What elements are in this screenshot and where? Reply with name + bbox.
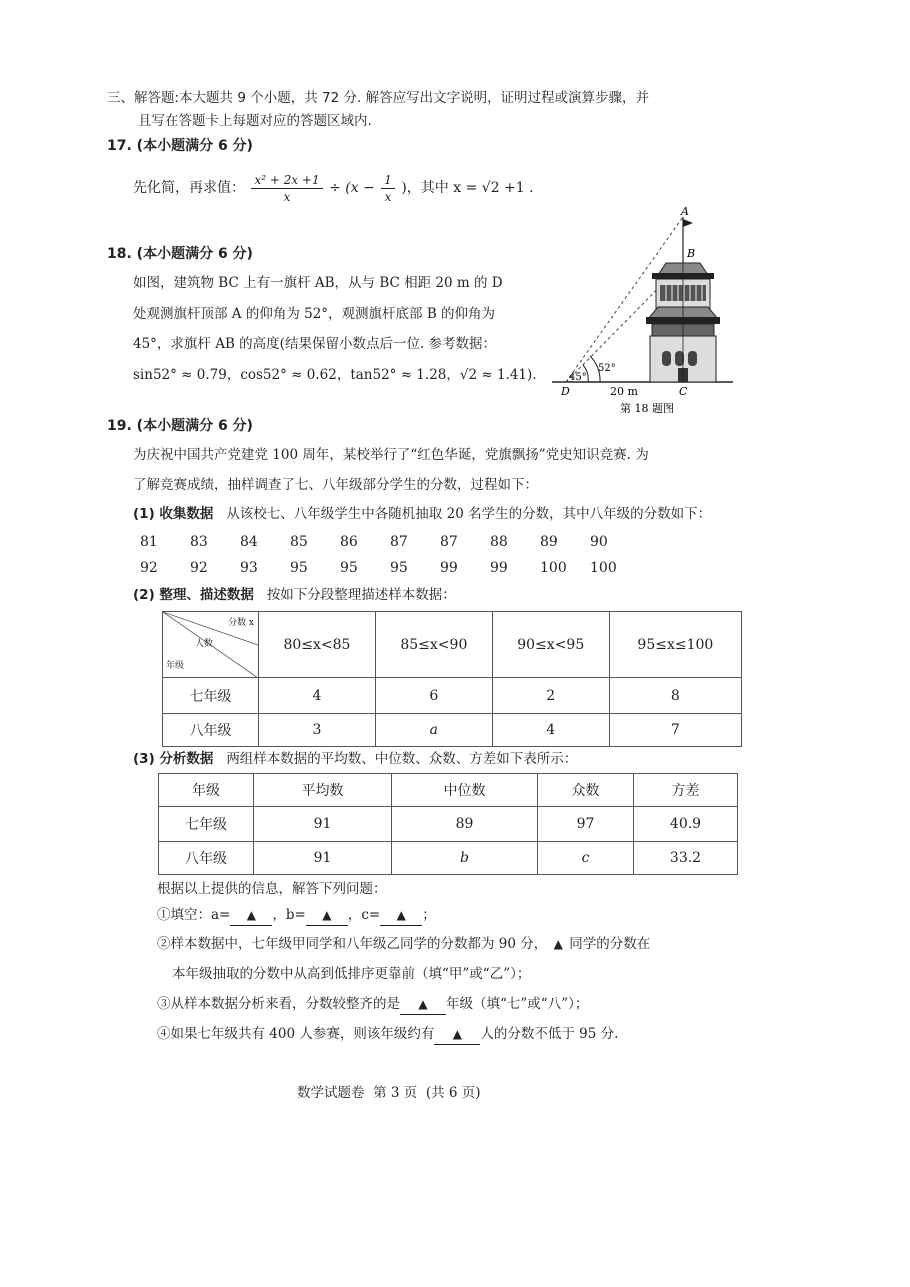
- frac1-denominator: x: [283, 189, 291, 204]
- table-cell: 7: [609, 714, 741, 747]
- item-2-line-1: [157, 934, 650, 954]
- row-label: 八年级: [163, 714, 259, 747]
- label-angle-52: 52°: [598, 363, 616, 374]
- item-1-a: ①填空：a=: [157, 907, 231, 923]
- stats-header: 中位数: [392, 774, 538, 807]
- score: 86: [340, 534, 358, 550]
- score: 90: [590, 534, 608, 550]
- item-2-text-a: ②样本数据中，七年级甲同学和八年级乙同学的分数都为 90 分，: [157, 936, 548, 952]
- table-cell: 6: [375, 678, 492, 714]
- score: 87: [390, 534, 408, 550]
- item-2-text-b: 同学的分数在: [569, 936, 651, 952]
- item-4-text-b: 人的分数不低于 95 分.: [480, 1026, 619, 1042]
- item-3-text-a: ③从样本数据分析来看，分数较整齐的是: [157, 996, 400, 1012]
- scores-row-2: [140, 558, 640, 578]
- item-1-c: ，c=: [347, 907, 381, 923]
- step-1-text: 从该校七、八年级学生中各随机抽取 20 名学生的分数，其中八年级的分数如下：: [226, 506, 712, 522]
- label-d: D: [561, 385, 570, 398]
- q19-step-2: [133, 585, 456, 605]
- score: 95: [390, 560, 408, 576]
- blank-b[interactable]: ▲: [306, 905, 348, 926]
- item-1: [157, 905, 436, 926]
- score: 88: [490, 534, 508, 550]
- score: 81: [140, 534, 158, 550]
- label-a: A: [681, 205, 689, 218]
- stats-header: 平均数: [254, 774, 392, 807]
- label-c: C: [679, 385, 688, 398]
- q18-line-1: 如图，建筑物 BC 上有一旗杆 AB，从与 BC 相距 20 m 的 D: [133, 275, 503, 291]
- table-corner-cell: [163, 612, 259, 678]
- blank-c[interactable]: ▲: [380, 905, 422, 926]
- stats-header: 年级: [159, 774, 254, 807]
- item-1-end: ；: [422, 907, 436, 923]
- score: 87: [440, 534, 458, 550]
- q18-title: 18. (本小题满分 6 分): [107, 246, 253, 262]
- score: 99: [440, 560, 458, 576]
- frac1-numerator: x² + 2x +1: [251, 172, 322, 189]
- frac2-numerator: 1: [381, 172, 395, 189]
- q18-line-3: 45°，求旗杆 AB 的高度(结果保留小数点后一位. 参考数据：: [133, 336, 497, 352]
- step-2-text: 按如下分段整理描述样本数据：: [266, 587, 456, 603]
- section-header-cont: 且写在答题卡上每题对应的答题区域内.: [138, 113, 372, 129]
- q19-step-3: [133, 749, 577, 769]
- table-header: 85≤x<90: [375, 612, 492, 678]
- stats-cell: 89: [392, 807, 538, 842]
- q18-line-2: 处观测旗杆顶部 A 的仰角为 52°，观测旗杆底部 B 的仰角为: [133, 306, 496, 322]
- distribution-table: [162, 611, 742, 747]
- score: 93: [240, 560, 258, 576]
- item-2-line-2: 本年级抽取的分数中从高到低排序更靠前（填“甲”或“乙”）；: [172, 966, 531, 982]
- corner-grade: 年级: [166, 661, 185, 671]
- score: 92: [140, 560, 158, 576]
- corner-count: 人数: [195, 639, 214, 649]
- item-4: [157, 1024, 618, 1045]
- score: 85: [290, 534, 308, 550]
- blank-item-2[interactable]: ▲: [553, 937, 563, 951]
- item-1-b: ，b=: [272, 907, 306, 923]
- table-cell: 2: [492, 678, 609, 714]
- item-4-text-a: ④如果七年级共有 400 人参赛，则该年级约有: [157, 1026, 435, 1042]
- step-3-text: 两组样本数据的平均数、中位数、众数、方差如下表所示：: [226, 751, 578, 767]
- stats-header: 众数: [538, 774, 634, 807]
- score: 83: [190, 534, 208, 550]
- statistics-table: [158, 773, 738, 875]
- item-3: [157, 994, 588, 1015]
- stats-cell: c: [538, 842, 634, 875]
- score: 84: [240, 534, 258, 550]
- score: 95: [290, 560, 308, 576]
- q19-intro-2: 了解竞赛成绩，抽样调查了七、八年级部分学生的分数，过程如下：: [133, 477, 538, 493]
- flag: [683, 219, 693, 227]
- score: 100: [590, 560, 617, 576]
- table-header: 95≤x≤100: [609, 612, 741, 678]
- stats-cell: 八年级: [159, 842, 254, 875]
- score: 89: [540, 534, 558, 550]
- table-header: 90≤x<95: [492, 612, 609, 678]
- score: 95: [340, 560, 358, 576]
- q17-fraction-2: [381, 172, 395, 205]
- q17-fraction-1: [251, 172, 322, 205]
- scores-row-1: [140, 532, 640, 552]
- step-1-label: (1) 收集数据: [133, 506, 214, 522]
- q17-operator: ÷ (x −: [329, 180, 375, 196]
- row-label: 七年级: [163, 678, 259, 714]
- stats-cell: 97: [538, 807, 634, 842]
- section-header: 三、解答题:本大题共 9 个小题，共 72 分. 解答应写出文字说明，证明过程或演算步骤，并: [107, 90, 650, 106]
- label-distance: 20 m: [610, 385, 638, 398]
- q17-suffix: )，其中 x = √2 +1 .: [401, 180, 534, 196]
- q17-title: 17. (本小题满分 6 分): [107, 138, 253, 154]
- table-cell: 4: [259, 678, 376, 714]
- q19-title: 19. (本小题满分 6 分): [107, 418, 253, 434]
- score: 92: [190, 560, 208, 576]
- step-3-label: (3) 分析数据: [133, 751, 214, 767]
- q17-prefix: 先化简，再求值：: [133, 180, 245, 196]
- table-cell: 4: [492, 714, 609, 747]
- item-3-text-b: 年级（填“七”或“八”）；: [446, 996, 589, 1012]
- table-cell: 8: [609, 678, 741, 714]
- page-footer: 数学试题卷 第 3 页 (共 6 页): [297, 1085, 481, 1101]
- score: 99: [490, 560, 508, 576]
- label-angle-45: 45°: [569, 372, 587, 383]
- table-cell: a: [375, 714, 492, 747]
- stats-cell: b: [392, 842, 538, 875]
- step-2-label: (2) 整理、描述数据: [133, 587, 254, 603]
- blank-item-3[interactable]: ▲: [400, 994, 446, 1015]
- frac2-denominator: x: [384, 189, 392, 204]
- figure-caption: 第 18 题图: [620, 402, 674, 415]
- stats-header: 方差: [634, 774, 738, 807]
- q19-intro-1: 为庆祝中国共产党建党 100 周年，某校举行了“红色华诞，党旗飘扬”党史知识竞赛. 为: [133, 447, 649, 463]
- q18-line-4: sin52° ≈ 0.79，cos52° ≈ 0.62，tan52° ≈ 1.28，√2 ≈ 1.41).: [133, 367, 537, 383]
- stats-cell: 七年级: [159, 807, 254, 842]
- table-cell: 3: [259, 714, 376, 747]
- blank-a[interactable]: ▲: [230, 905, 272, 926]
- stats-cell: 91: [254, 807, 392, 842]
- label-b: B: [687, 247, 696, 260]
- q17-expression: [133, 168, 534, 208]
- stats-cell: 40.9: [634, 807, 738, 842]
- q18-figure: [548, 205, 748, 420]
- score: 100: [540, 560, 567, 576]
- table-header: 80≤x<85: [259, 612, 376, 678]
- q19-step-1: [133, 504, 711, 524]
- answer-intro: 根据以上提供的信息，解答下列问题：: [157, 881, 387, 897]
- stats-cell: 33.2: [634, 842, 738, 875]
- stats-cell: 91: [254, 842, 392, 875]
- blank-item-4[interactable]: ▲: [434, 1024, 480, 1045]
- corner-score: 分数 x: [228, 618, 254, 628]
